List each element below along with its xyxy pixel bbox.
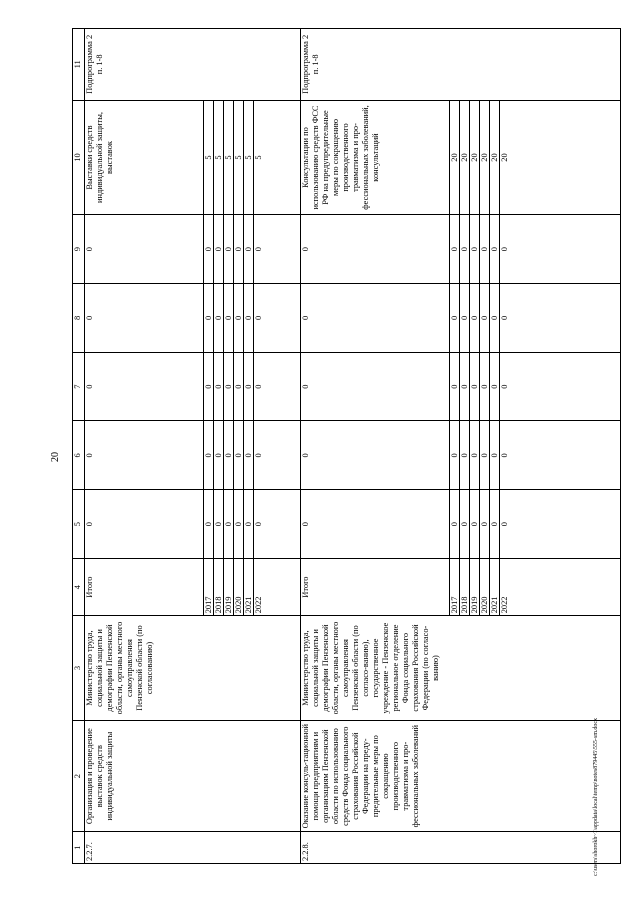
year-value: 0	[244, 352, 254, 421]
year-value: 0	[500, 284, 621, 353]
year-value: 0	[500, 421, 621, 490]
year: 2021	[490, 558, 500, 615]
header-cell: 11	[73, 29, 85, 101]
year-value: 0	[460, 490, 470, 559]
year-value: 0	[204, 215, 214, 284]
total-value: 0	[301, 284, 450, 353]
indicator-value: 5	[214, 100, 224, 215]
year-value: 0	[490, 284, 500, 353]
year-value: 0	[470, 352, 480, 421]
year-value: 0	[450, 421, 460, 490]
header-cell: 4	[73, 558, 85, 615]
header-cell: 5	[73, 490, 85, 559]
header-cell: 7	[73, 352, 85, 421]
year-value: 0	[470, 215, 480, 284]
year-value: 0	[244, 421, 254, 490]
indicator-value: 20	[480, 100, 490, 215]
year-value: 0	[214, 490, 224, 559]
year-value: 0	[224, 284, 234, 353]
year-value: 0	[490, 352, 500, 421]
year: 2018	[214, 558, 224, 615]
year-value: 0	[254, 284, 301, 353]
indicator-value: 5	[204, 100, 214, 215]
year-value: 0	[500, 352, 621, 421]
year-value: 0	[470, 421, 480, 490]
total-value: 0	[85, 215, 204, 284]
indicator-value: 20	[450, 100, 460, 215]
year-value: 0	[460, 352, 470, 421]
year-value: 0	[214, 421, 224, 490]
year: 2019	[470, 558, 480, 615]
program-table	[72, 28, 621, 864]
year-value: 0	[460, 215, 470, 284]
year-value: 0	[480, 215, 490, 284]
year-value: 0	[254, 215, 301, 284]
year-value: 0	[490, 490, 500, 559]
indicator-value: 5	[254, 100, 301, 215]
total-value: 0	[85, 490, 204, 559]
header-cell: 8	[73, 284, 85, 353]
total-value: 0	[301, 421, 450, 490]
rotated-table-container	[72, 28, 620, 864]
total-value: 0	[85, 284, 204, 353]
year-value: 0	[234, 215, 244, 284]
executor: Министерство труда, социальной защиты и демографии Пензенской области, органы местного самоуправления Пензенской области (по согласо-ванию), государственное учреждение - Пензенское региональное отделение Фонда социального страхования Российской Федерации (по согласо-ванию)	[301, 616, 621, 721]
year-value: 0	[450, 215, 460, 284]
indicator-value: 5	[224, 100, 234, 215]
year-value: 0	[204, 490, 214, 559]
year: 2021	[244, 558, 254, 615]
year: 2019	[224, 558, 234, 615]
year-value: 0	[500, 490, 621, 559]
total-label: Итого	[301, 558, 450, 615]
year: 2022	[500, 558, 621, 615]
total-value: 0	[301, 215, 450, 284]
total-value: 0	[301, 490, 450, 559]
year-value: 0	[234, 284, 244, 353]
year-value: 0	[234, 490, 244, 559]
program-ref: Подпрограмма 2 п. 1-8	[85, 29, 301, 101]
indicator-value: 20	[490, 100, 500, 215]
year-value: 0	[480, 490, 490, 559]
year-value: 0	[214, 284, 224, 353]
year-value: 0	[224, 215, 234, 284]
year: 2020	[234, 558, 244, 615]
activity-name: Оказание консуль-тационной помощи предприятиям и организациям Пензенской области по использованию средств Фонда социального страхования Российской Федерации на преду-предительные меры по сокращению производственного травматизма и про-фессиональных заболеваний	[301, 720, 621, 832]
total-value: 0	[301, 352, 450, 421]
row-number: 2.2.8.	[301, 832, 621, 864]
year: 2020	[480, 558, 490, 615]
year-value: 0	[234, 352, 244, 421]
year-value: 0	[224, 421, 234, 490]
year-value: 0	[224, 352, 234, 421]
program-ref: Подпрограмма 2 п. 1-8	[301, 29, 621, 101]
table-row	[301, 29, 450, 864]
file-path-footer: c:\users\shorokh~1\appdata\local\temp\notes879445\555-sm.docx	[593, 717, 599, 876]
year-value: 0	[244, 490, 254, 559]
year-value: 0	[500, 215, 621, 284]
indicator-value: 5	[244, 100, 254, 215]
year: 2022	[254, 558, 301, 615]
year-value: 0	[460, 284, 470, 353]
year-value: 0	[204, 352, 214, 421]
indicator-value: 20	[500, 100, 621, 215]
year-value: 0	[234, 421, 244, 490]
indicator-value: 20	[460, 100, 470, 215]
year-value: 0	[244, 215, 254, 284]
indicator-name: Выставки средств индивидуальной защиты, выставок	[85, 100, 204, 215]
total-value: 0	[85, 352, 204, 421]
year-value: 0	[460, 421, 470, 490]
row-number: 2.2.7.	[85, 832, 301, 864]
header-cell: 3	[73, 616, 85, 721]
total-label: Итого	[85, 558, 204, 615]
year-value: 0	[214, 215, 224, 284]
year-value: 0	[480, 284, 490, 353]
indicator-value: 5	[234, 100, 244, 215]
year-value: 0	[254, 490, 301, 559]
year-value: 0	[450, 352, 460, 421]
year-value: 0	[204, 421, 214, 490]
year-value: 0	[480, 421, 490, 490]
page-number: 20	[50, 452, 61, 462]
table-row	[85, 29, 204, 864]
header-cell: 6	[73, 421, 85, 490]
year-value: 0	[480, 352, 490, 421]
year-value: 0	[450, 490, 460, 559]
header-cell: 9	[73, 215, 85, 284]
total-value: 0	[85, 421, 204, 490]
indicator-value: 20	[470, 100, 480, 215]
year-value: 0	[224, 490, 234, 559]
year-value: 0	[470, 284, 480, 353]
year-value: 0	[254, 352, 301, 421]
year: 2017	[204, 558, 214, 615]
year: 2017	[450, 558, 460, 615]
year: 2018	[460, 558, 470, 615]
year-value: 0	[470, 490, 480, 559]
executor: Министерство труда, социальной защиты и демографии Пензенской области, органы местного самоуправления Пензенской области (по согласованию)	[85, 616, 301, 721]
year-value: 0	[214, 352, 224, 421]
header-cell: 10	[73, 100, 85, 215]
activity-name: Организация и проведение выставок средств индивидуальной защиты	[85, 720, 301, 832]
header-cell: 1	[73, 832, 85, 864]
year-value: 0	[450, 284, 460, 353]
indicator-name: Консультации по использованию средств ФСС РФ на предупредительные меры по сокращению производственного травматизма и про-фессиональных заболеваний, консультаций	[301, 100, 450, 215]
year-value: 0	[490, 215, 500, 284]
header-row	[73, 29, 85, 864]
year-value: 0	[204, 284, 214, 353]
year-value: 0	[244, 284, 254, 353]
year-value: 0	[490, 421, 500, 490]
header-cell: 2	[73, 720, 85, 832]
year-value: 0	[254, 421, 301, 490]
